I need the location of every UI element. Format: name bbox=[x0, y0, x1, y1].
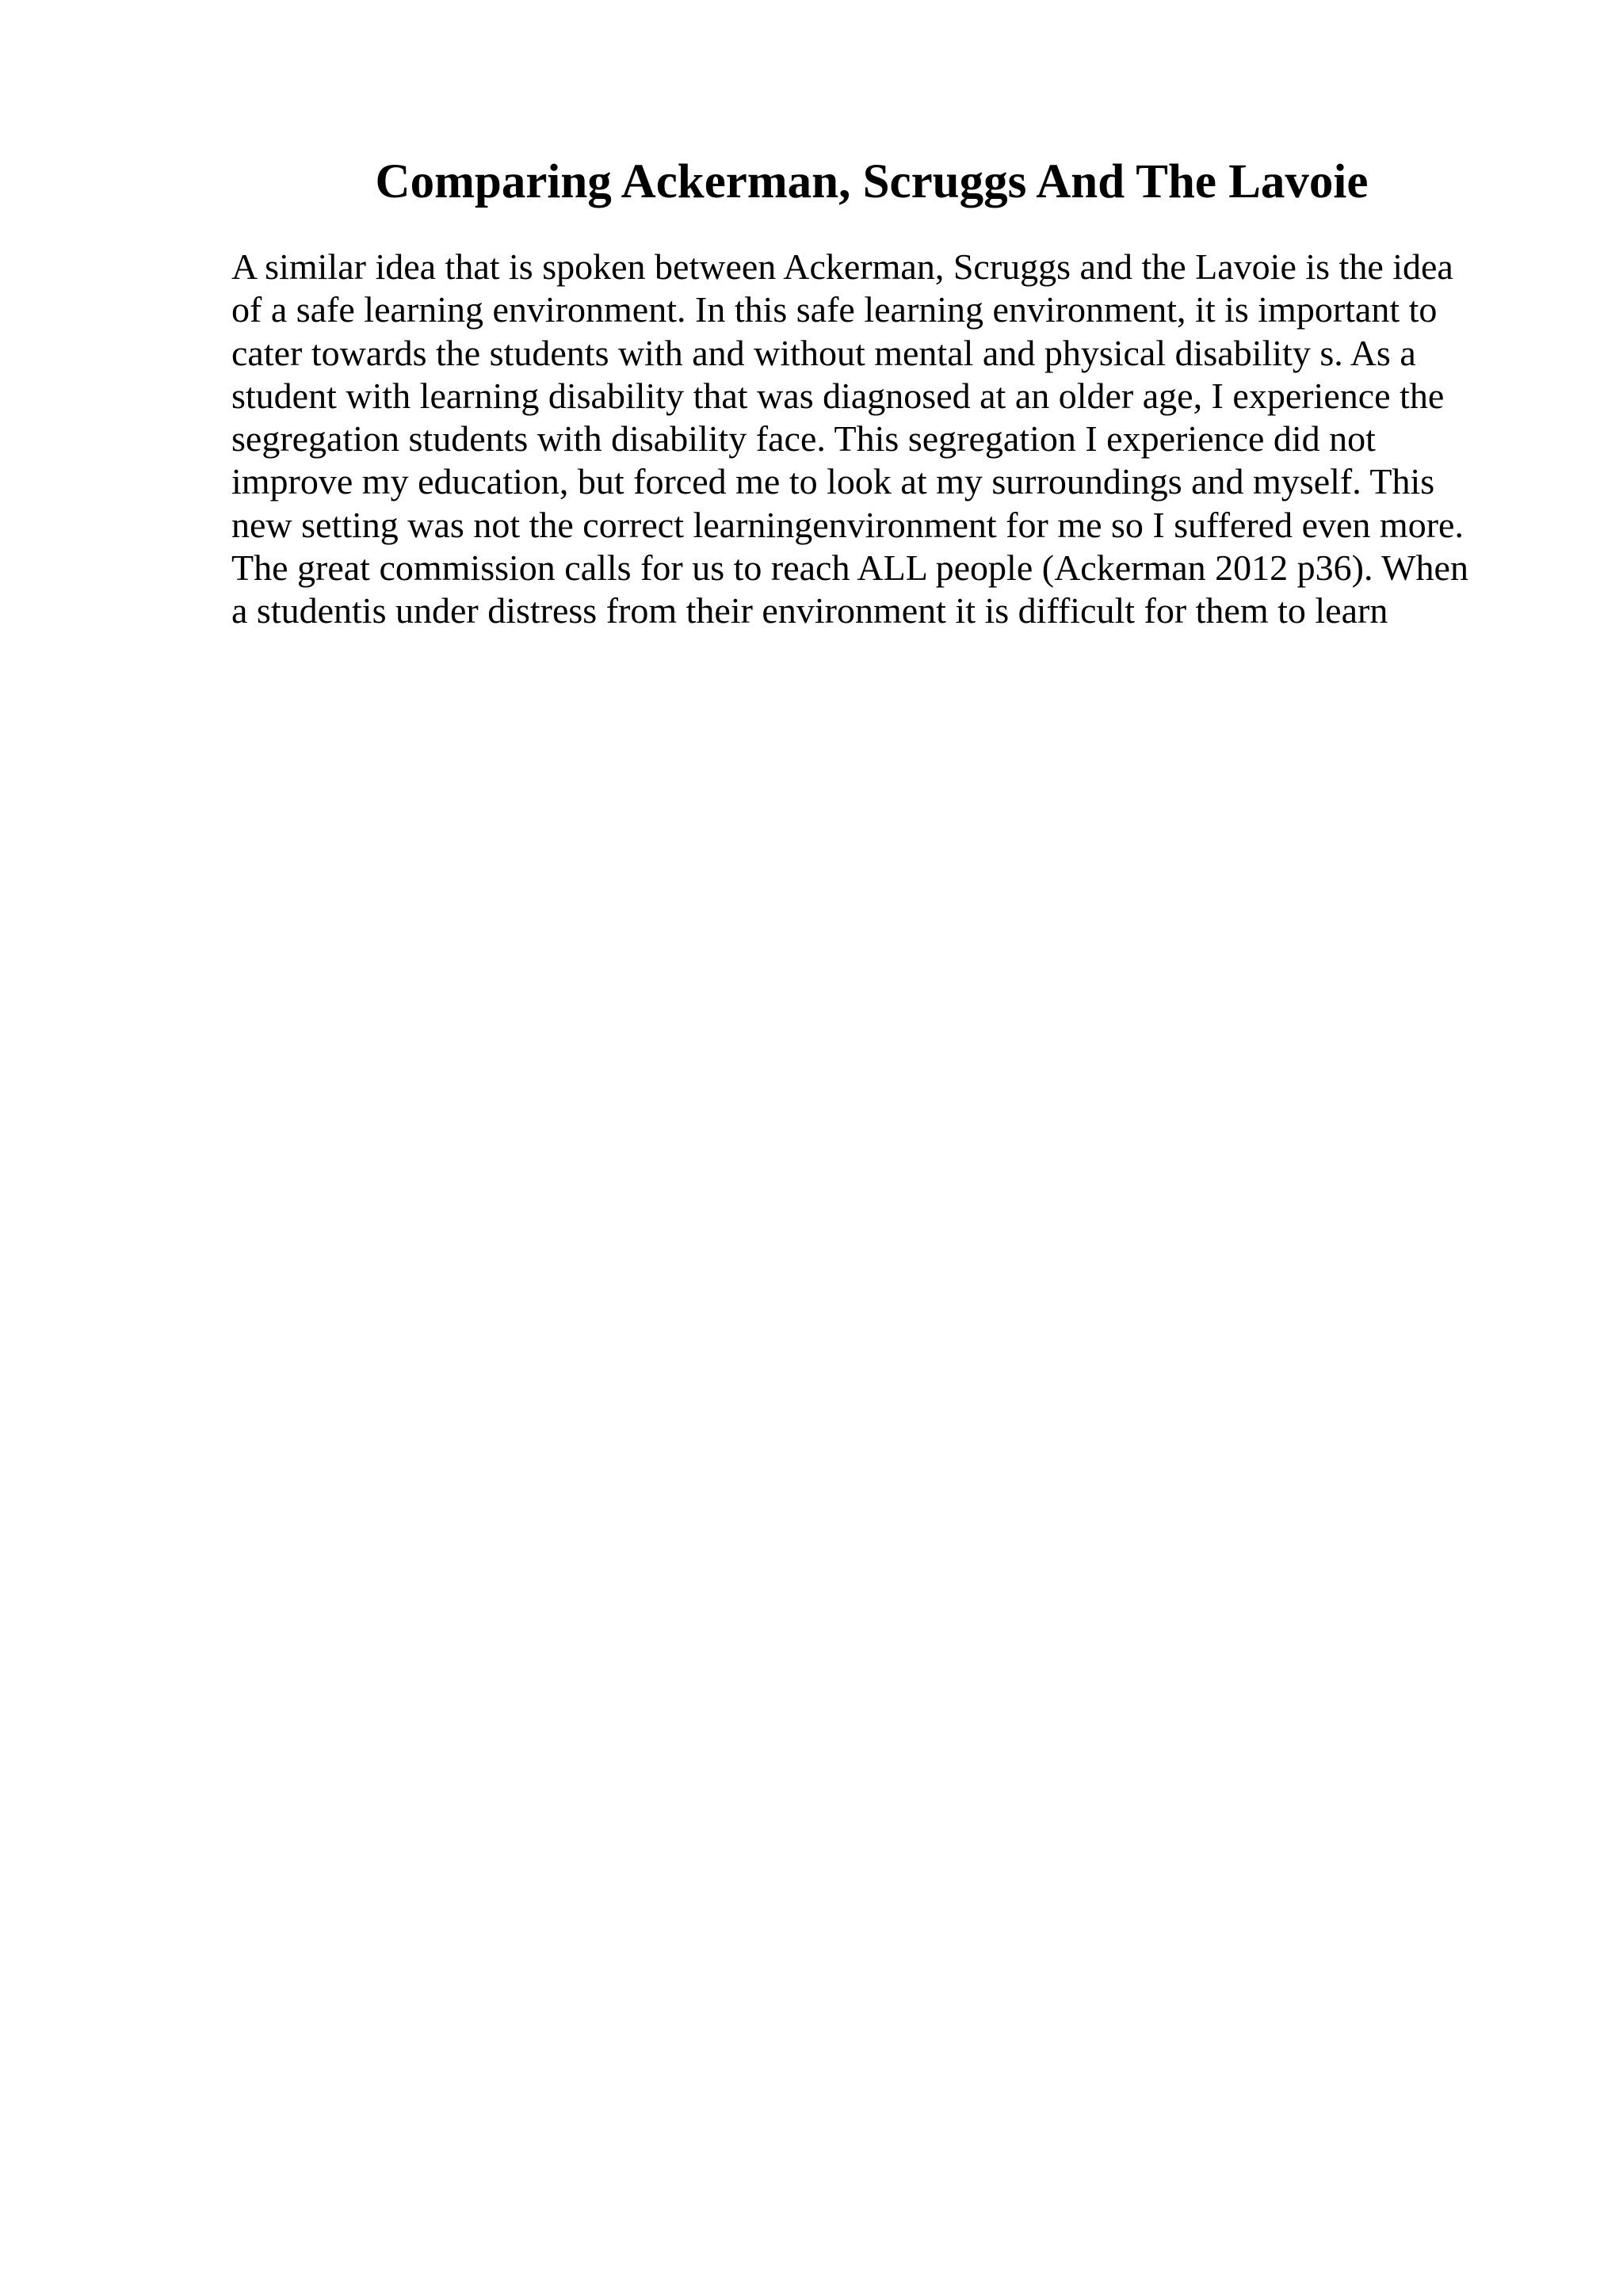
body-line: new setting was not the correct learningenvironment for me so I suffered even more. bbox=[231, 504, 1464, 545]
body-line: segregation students with disability face. This segregation I experience did not bbox=[231, 418, 1376, 460]
document-title: Comparing Ackerman, Scruggs And The Lavoie bbox=[375, 155, 1369, 208]
body-line: A similar idea that is spoken between Ackerman, Scruggs and the Lavoie is the idea bbox=[231, 246, 1453, 287]
body-line: student with learning disability that was diagnosed at an older age, I experience the bbox=[231, 375, 1445, 416]
body-line: cater towards the students with and without mental and physical disability s. As a bbox=[231, 332, 1416, 373]
body-line: a studentis under distress from their environment it is difficult for them to learn bbox=[231, 590, 1388, 631]
body-line: improve my education, but forced me to look at my surroundings and myself. This bbox=[231, 461, 1435, 502]
body-line: The great commission calls for us to reach ALL people (Ackerman 2012 p36). When bbox=[231, 547, 1468, 589]
document-body bbox=[231, 246, 1594, 633]
body-line: of a safe learning environment. In this safe learning environment, it is important to bbox=[231, 289, 1438, 330]
